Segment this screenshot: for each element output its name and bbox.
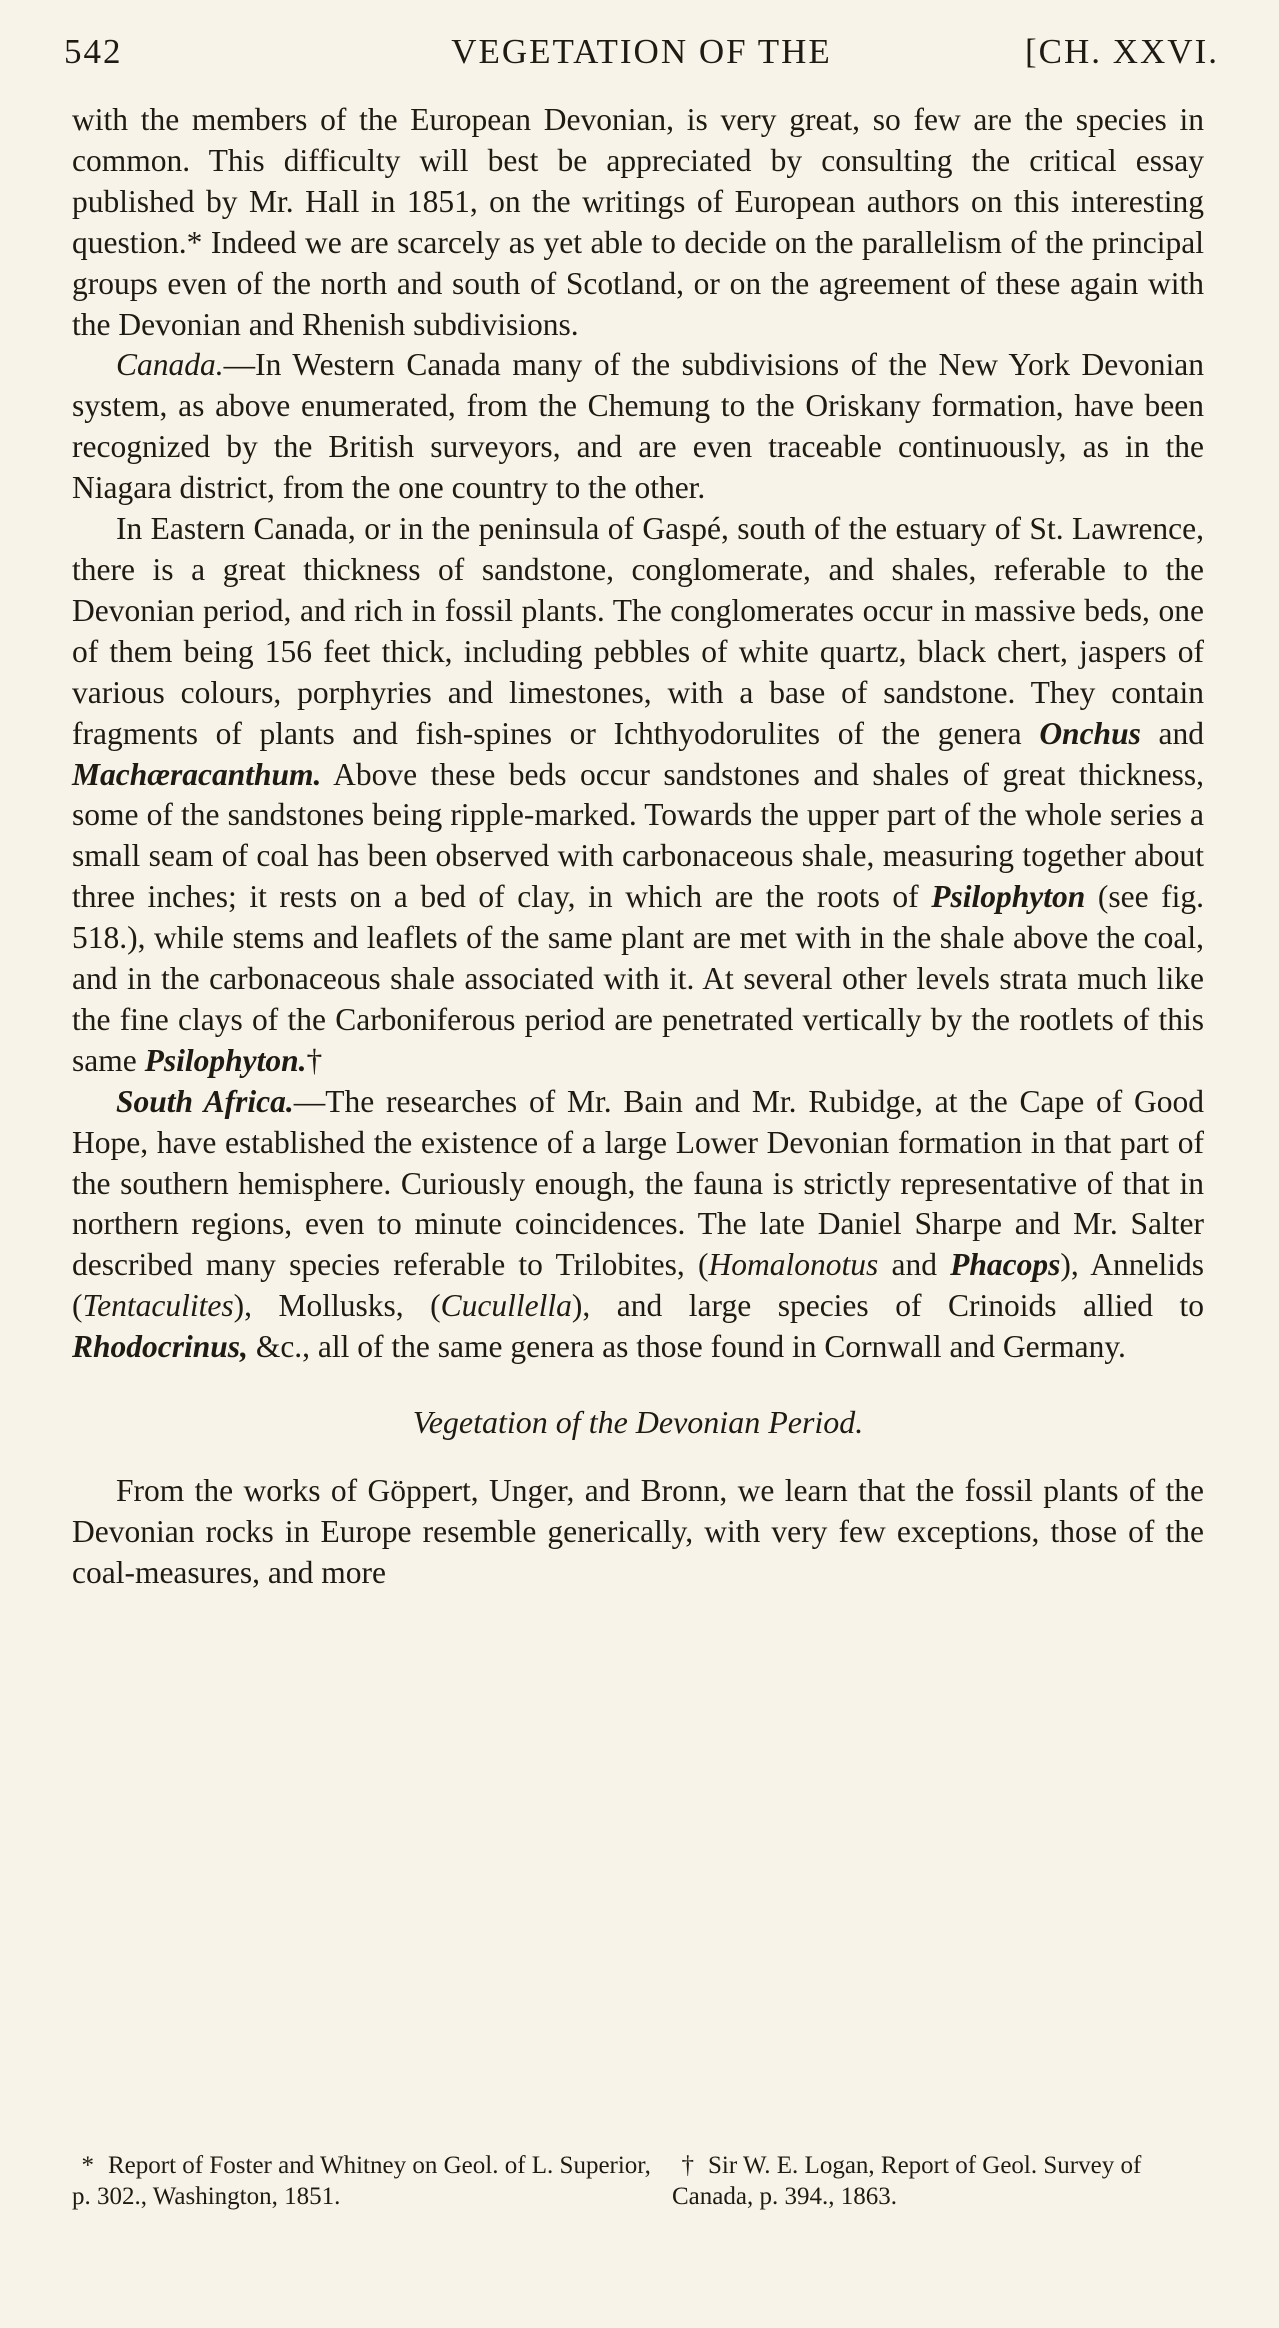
gaspe-text-3: (see fig. 518.), while stems and leaflets of the same plant are met with in the shale above the coal, and in the carbonaceous shale associated with it. At several other levels strata much like the fine clays of the Carboniferous period are penetrated vertically by the rootlets of this same (72, 879, 1204, 1078)
genus-onchus: Onchus (1039, 715, 1141, 751)
footnote-2 (672, 2150, 1204, 2212)
section-heading: Vegetation of the Devonian Period. (412, 1404, 864, 1441)
conjunction-and: and (1140, 715, 1204, 751)
chapter-label: [CH. XXVI. (1024, 32, 1219, 71)
footnote-1-text: Report of Foster and Whitney on Geol. of L. Superior, p. 302., Washington, 1851. (72, 2152, 651, 2210)
paragraph-vegetation: From the works of Göppert, Unger, and Bronn, we learn that the fossil plants of the Devonian rocks in Europe resemble generically, with very few exceptions, those of the coal-measures, and more (72, 1473, 1204, 1590)
genus-homalonotus: Homalonotus (708, 1247, 879, 1283)
paragraph-eastern-canada (72, 509, 1204, 1082)
sa-text-4: ), Mollusks, ( (233, 1288, 441, 1324)
body-text (72, 100, 1204, 1594)
gaspe-text-2: Above these beds occur sandstones and shales of great thickness, some of the sandstones being ripple-marked. Towards the upper part of the whole series a small seam of coal has been observed with carbonaceous shale, measuring together about three inches; it rests on a bed of clay, in which are the roots of (72, 756, 1204, 915)
canada-lead: Canada. (116, 347, 224, 383)
genus-machaeracanthum: Machæracanthum. (72, 756, 322, 792)
genus-phacops: Phacops (950, 1247, 1061, 1283)
paragraph-south-africa (72, 1082, 1204, 1368)
footnote-2-text: Sir W. E. Logan, Report of Geol. Survey of Canada, p. 394., 1863. (672, 2152, 1142, 2210)
sa-text-5: ), and large species of Crinoids allied to (571, 1288, 1204, 1324)
canada-text: —In Western Canada many of the subdivisions of the New York Devonian system, as above enumerated, from the Chemung to the Oriskany formation, have been recognized by the British surveyors, and are even traceable continuously, as in the Niagara district, from the one country to the other. (72, 347, 1204, 506)
gaspe-text: In Eastern Canada, or in the peninsula of Gaspé, south of the estuary of St. Lawrence, there is a great thickness of sandstone, conglomerate, and shales, referable to the Devonian period, and rich in fossil plants. The conglomerates occur in massive beds, one of them being 156 feet thick, including pebbles of white quartz, black chert, jaspers of various colours, porphyries and limestones, with a base of sandstone. They contain fragments of plants and fish-spines or Ichthyodorulites of the genera (72, 511, 1204, 751)
footnote-ref-dagger: † (306, 1042, 323, 1078)
sa-text-2: and (878, 1247, 951, 1283)
footnote-2-mark: † (681, 2152, 694, 2179)
sa-text-6: &c., all of the same genera as those found in Cornwall and Germany. (247, 1329, 1126, 1365)
page-number: 542 (64, 32, 123, 71)
south-africa-lead: South Africa. (116, 1083, 294, 1119)
genus-psilophyton-2: Psilophyton. (144, 1042, 307, 1078)
genus-cucullella: Cucullella (440, 1288, 572, 1324)
footnote-1 (72, 2150, 672, 2212)
running-title: VEGETATION OF THE (451, 32, 832, 71)
genus-tentaculites: Tentaculites (82, 1288, 234, 1324)
south-africa-text: —The researches of Mr. Bain and Mr. Rubidge, at the Cape of Good Hope, have established the existence of a large Lower Devonian formation in that part of the southern hemisphere. Curiously enough, the fauna is strictly representative of that in northern regions, even to minute coincidences. The late Daniel Sharpe and Mr. Salter described many species referable to Trilobites, ( (72, 1083, 1204, 1283)
paragraph-canada (72, 345, 1204, 509)
running-header (64, 32, 1219, 82)
footnote-1-mark: * (81, 2152, 94, 2179)
sa-text-3: ), Annelids ( (72, 1247, 1205, 1324)
paragraph-continued: with the members of the European Devonian, is very great, so few are the species in common. This difficulty will best be appreciated by consulting the critical essay published by Mr. Hall in 1851, on the writings of European authors on this interesting question.* Indeed we are scarcely as yet able to decide on the parallelism of the principal groups even of the north and south of Scotland, or on the agreement of these again with the Devonian and Rhenish subdivisions. (72, 102, 1204, 342)
genus-psilophyton: Psilophyton (931, 879, 1086, 915)
genus-rhodocrinus: Rhodocrinus, (72, 1329, 248, 1365)
